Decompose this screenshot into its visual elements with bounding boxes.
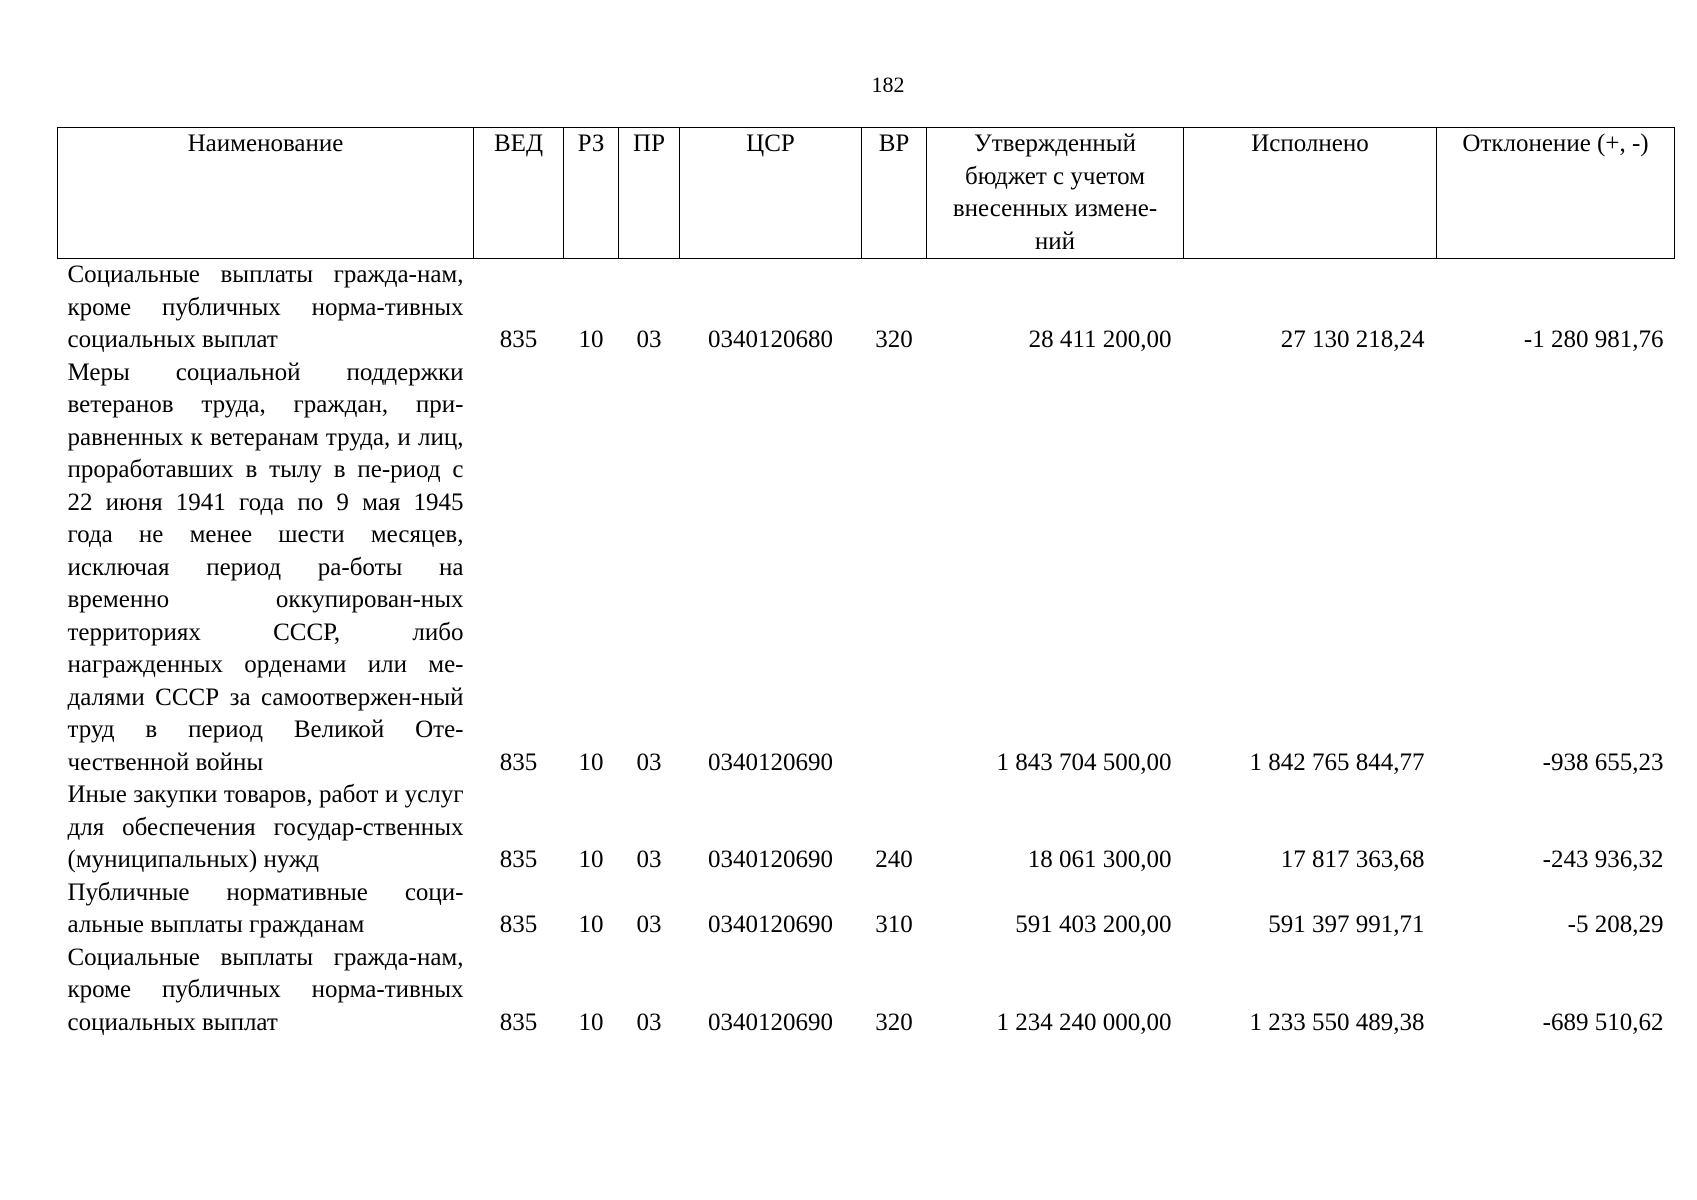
row-vr: 320 bbox=[875, 1008, 913, 1036]
row-deviation: -689 510,62 bbox=[1542, 1008, 1664, 1036]
table-row bbox=[58, 877, 1675, 942]
row-executed: 1 842 765 844,77 bbox=[1249, 748, 1425, 776]
row-pr: 03 bbox=[636, 326, 662, 353]
row-deviation: -938 655,23 bbox=[1542, 748, 1664, 776]
row-approved: 591 403 200,00 bbox=[1015, 911, 1172, 938]
header-ved: ВЕД bbox=[474, 128, 564, 259]
row-deviation: -243 936,32 bbox=[1542, 846, 1664, 873]
row-ved: 835 bbox=[499, 326, 538, 353]
row-executed: 1 233 550 489,38 bbox=[1249, 1008, 1425, 1036]
header-approved: Утвержденный бюджет с учетом внесенных измене-ний bbox=[927, 128, 1184, 259]
row-vr bbox=[862, 357, 927, 780]
header-deviation: Отклонение (+, -) bbox=[1437, 128, 1675, 259]
page-number: 182 bbox=[871, 72, 905, 97]
row-rz: 10 bbox=[578, 911, 604, 938]
table-header bbox=[58, 128, 1675, 259]
row-csr: 0340120680 bbox=[708, 326, 833, 353]
header-vr: ВР bbox=[862, 128, 927, 259]
row-executed: 591 397 991,71 bbox=[1268, 911, 1425, 938]
row-csr: 0340120690 bbox=[708, 911, 833, 938]
row-rz: 10 bbox=[578, 1008, 604, 1036]
row-approved: 1 843 704 500,00 bbox=[996, 748, 1172, 776]
row-deviation: -1 280 981,76 bbox=[1523, 326, 1664, 353]
row-ved: 835 bbox=[499, 1008, 538, 1036]
row-vr: 320 bbox=[875, 326, 913, 353]
header-executed: Исполнено bbox=[1184, 128, 1437, 259]
row-deviation: -5 208,29 bbox=[1567, 911, 1664, 938]
row-pr: 03 bbox=[636, 1008, 662, 1036]
row-executed: 17 817 363,68 bbox=[1280, 846, 1425, 873]
row-pr: 03 bbox=[636, 911, 662, 938]
header-csr: ЦСР bbox=[680, 128, 862, 259]
row-csr: 0340120690 bbox=[708, 846, 833, 873]
row-approved: 28 411 200,00 bbox=[1028, 326, 1172, 353]
row-approved: 18 061 300,00 bbox=[1027, 846, 1172, 873]
row-csr: 0340120690 bbox=[708, 748, 833, 776]
table-row bbox=[58, 357, 1675, 780]
row-name: Социальные выплаты гражда-нам, кроме публичных норма-тивных социальных выплат bbox=[67, 261, 464, 353]
row-vr: 240 bbox=[875, 846, 913, 873]
table-body bbox=[58, 259, 1675, 1040]
row-executed: 27 130 218,24 bbox=[1280, 326, 1425, 353]
row-name: Социальные выплаты гражда-нам, кроме публичных норма-тивных социальных выплат bbox=[67, 943, 464, 1036]
row-name: Меры социальной поддержки ветеранов труда, граждан, при-равненных к ветеранам труда, и лиц, проработавших в тылу в пе-риод с 22 июня 1941 года по 9 мая 1945 года не менее шести месяцев, исключая период ра-боты на временно оккупирован-ных территориях СССР, либо награжденных орденами или ме-далями СССР за самоотвержен-ный труд в период Великой Оте-чественной войны bbox=[67, 358, 464, 776]
row-name: Публичные нормативные соци-альные выплаты гражданам bbox=[67, 878, 464, 938]
row-rz: 10 bbox=[578, 846, 604, 873]
row-pr: 03 bbox=[636, 748, 662, 776]
row-approved: 1 234 240 000,00 bbox=[996, 1008, 1172, 1036]
row-pr: 03 bbox=[636, 846, 662, 873]
row-ved: 835 bbox=[499, 911, 538, 938]
header-name: Наименование bbox=[58, 128, 474, 259]
row-ved: 835 bbox=[499, 846, 538, 873]
row-csr: 0340120690 bbox=[708, 1008, 833, 1036]
table-row bbox=[58, 942, 1675, 1040]
row-ved: 835 bbox=[499, 748, 538, 776]
row-rz: 10 bbox=[578, 326, 604, 353]
table-row bbox=[58, 779, 1675, 877]
header-pr: ПР bbox=[619, 128, 680, 259]
header-rz: РЗ bbox=[564, 128, 619, 259]
table-row bbox=[58, 259, 1675, 357]
row-rz: 10 bbox=[578, 748, 604, 776]
budget-execution-table bbox=[57, 127, 1675, 1039]
row-vr: 310 bbox=[875, 911, 913, 938]
row-name: Иные закупки товаров, работ и услуг для обеспечения государ-ственных (муниципальных) нужд bbox=[67, 781, 464, 873]
